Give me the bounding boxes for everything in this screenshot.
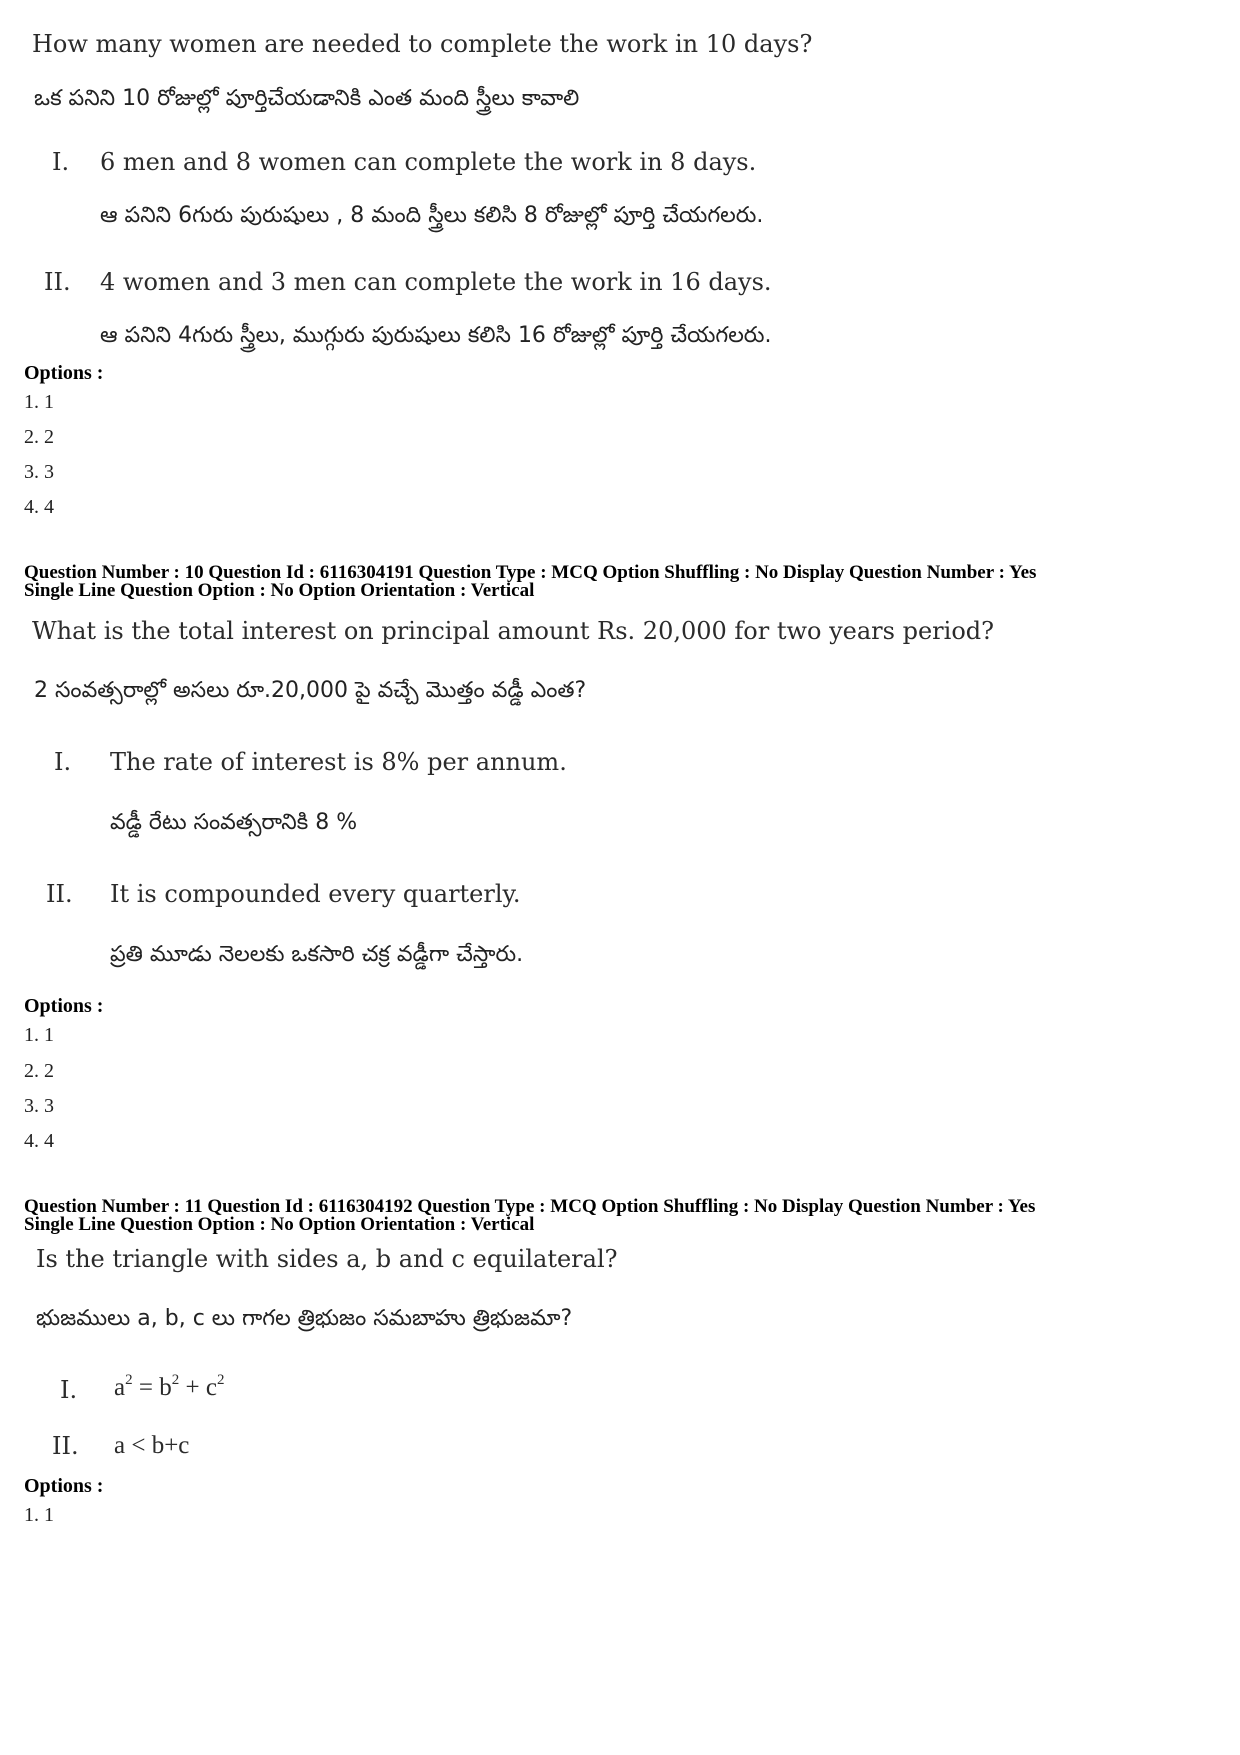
equation-equals: = (132, 1374, 160, 1401)
option-item[interactable]: 3. 3 (24, 461, 54, 483)
statement-inequality: a < b+c (114, 1432, 190, 1459)
equation-plus: + (179, 1374, 206, 1401)
statement-text-te: వడ్డీ రేటు సంవత్సరానికి 8 % (110, 810, 358, 835)
question-9-text-te: ఒక పనిని 10 రోజుల్లో పూర్తిచేయడానికి ఎంత మంది స్త్రీలు కావాలి (34, 86, 580, 111)
statement-text-en: The rate of interest is 8% per annum. (110, 748, 567, 776)
statement-equation (114, 1374, 224, 1402)
question-11-text-te: భుజములు a, b, c లు గాగల త్రిభుజం సమబాహు త్రిభుజమా? (36, 1306, 573, 1331)
equation-exponent: 2 (125, 1372, 133, 1388)
options-heading: Options : (24, 995, 104, 1017)
option-item[interactable]: 3. 3 (24, 1095, 54, 1117)
question-meta-line-2: Single Line Question Option : No Option Orientation : Vertical (24, 580, 535, 601)
statement-text-te: ప్రతి మూడు నెలలకు ఒకసారి చక్ర వడ్డీగా చేస్తారు. (110, 942, 524, 967)
statement-number: I. (52, 148, 70, 176)
statement-number: II. (52, 1432, 79, 1460)
question-9-text-en: How many women are needed to complete the work in 10 days? (32, 30, 813, 58)
question-10-text-en: What is the total interest on principal amount Rs. 20,000 for two years period? (32, 617, 994, 645)
option-item[interactable]: 4. 4 (24, 1130, 54, 1152)
option-item[interactable]: 2. 2 (24, 1060, 54, 1082)
equation-var-a: a (114, 1374, 126, 1401)
question-10-text-te: 2 సంవత్సరాల్లో అసలు రూ.20,000 పై వచ్చే మొత్తం వడ్డీ ఎంత? (34, 678, 587, 703)
statement-number: II. (44, 268, 71, 296)
statement-text-te: ఆ పనిని 6గురు పురుషులు , 8 మంది స్త్రీలు కలిసి 8 రోజుల్లో పూర్తి చేయగలరు. (100, 203, 764, 228)
options-heading: Options : (24, 1475, 104, 1497)
question-11-text-en: Is the triangle with sides a, b and c equilateral? (36, 1245, 618, 1273)
statement-text-te: ఆ పనిని 4గురు స్త్రీలు, ముగ్గురు పురుషులు కలిసి 16 రోజుల్లో పూర్తి చేయగలరు. (100, 323, 772, 348)
statement-text-en: 6 men and 8 women can complete the work in 8 days. (100, 148, 757, 176)
equation-var-b: b (159, 1374, 172, 1401)
statement-text-en: 4 women and 3 men can complete the work in 16 days. (100, 268, 772, 296)
equation-exponent: 2 (171, 1372, 180, 1388)
equation-exponent: 2 (216, 1372, 225, 1388)
statement-number: II. (46, 880, 73, 908)
statement-text-en: It is compounded every quarterly. (110, 880, 521, 908)
question-meta-line-1: Question Number : 11 Question Id : 6116304192 Question Type : MCQ Option Shuffling : No Display Question Number : Yes (24, 1196, 1036, 1217)
question-meta-line-1: Question Number : 10 Question Id : 6116304191 Question Type : MCQ Option Shuffling : No Display Question Number : Yes (24, 562, 1037, 583)
option-item[interactable]: 2. 2 (24, 426, 54, 448)
statement-number: I. (60, 1376, 78, 1404)
options-heading: Options : (24, 362, 104, 384)
option-item[interactable]: 1. 1 (24, 1504, 54, 1526)
option-item[interactable]: 1. 1 (24, 1024, 54, 1046)
statement-number: I. (54, 748, 72, 776)
option-item[interactable]: 1. 1 (24, 391, 54, 413)
equation-var-c: c (205, 1374, 217, 1401)
option-item[interactable]: 4. 4 (24, 496, 54, 518)
question-meta-line-2: Single Line Question Option : No Option Orientation : Vertical (24, 1214, 535, 1235)
